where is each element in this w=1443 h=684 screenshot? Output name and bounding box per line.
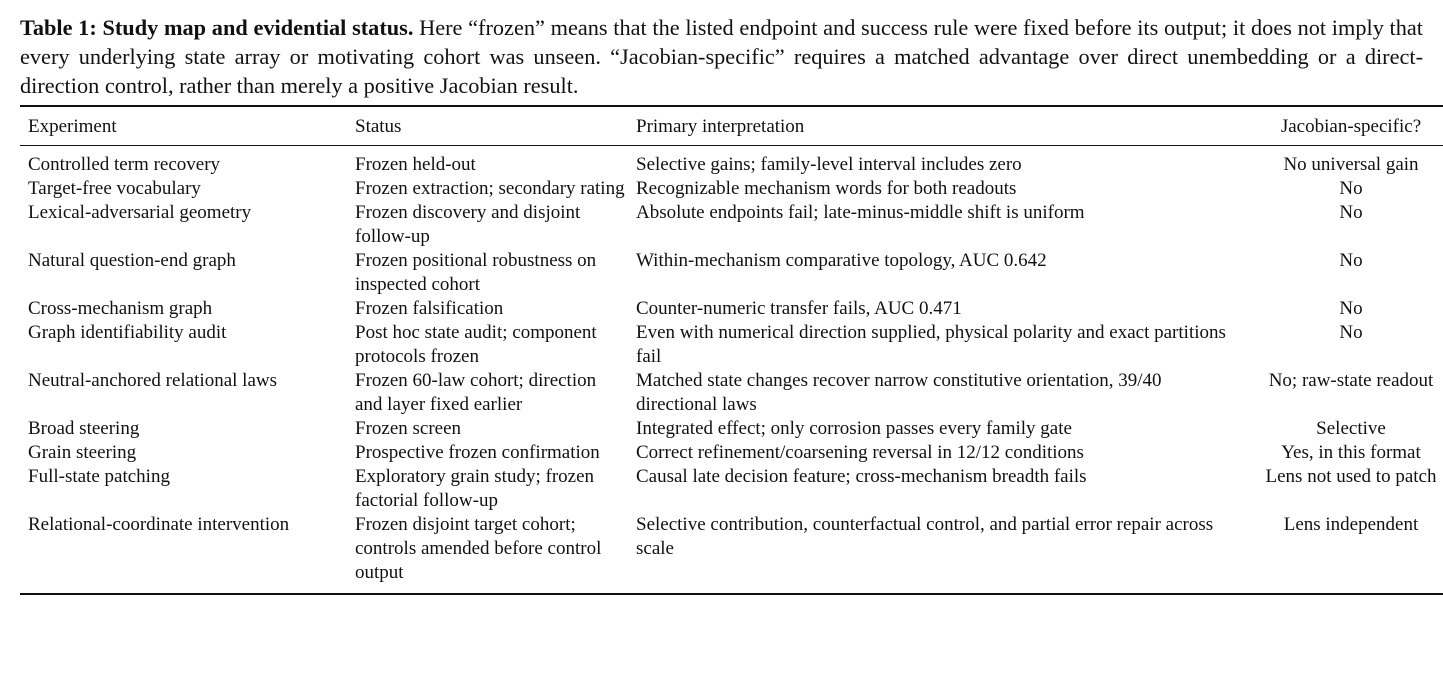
cell-experiment: Broad steering (28, 418, 140, 439)
cell-experiment: Full-state patching (28, 466, 170, 487)
cell-status: Frozen held-out (355, 154, 476, 175)
cell-status: Frozen discovery and disjoint follow-up (355, 202, 581, 247)
cell-jacobian-specific: Yes, in this format (1281, 442, 1421, 463)
table-row (20, 249, 1443, 297)
cell-status: Frozen 60-law cohort; direction and layer fixed earlier (355, 370, 597, 415)
cell-jacobian-specific: No (1339, 178, 1363, 199)
cell-interpretation: Recognizable mechanism words for both readouts (636, 178, 1017, 199)
cell-interpretation: Even with numerical direction supplied, physical polarity and exact partitions fail (636, 322, 1226, 367)
header-status: Status (355, 106, 636, 146)
cell-experiment: Natural question-end graph (28, 250, 236, 271)
table-row (20, 417, 1443, 441)
cell-experiment: Target-free vocabulary (28, 178, 201, 199)
cell-status: Frozen extraction; secondary rating (355, 178, 625, 199)
table-row (20, 441, 1443, 465)
table-row (20, 201, 1443, 249)
table-caption (20, 13, 1423, 100)
caption-text: Here “frozen” means that the listed endpoint and success rule were fixed before its output; it does not imply that every underlying state array or motivating cohort was unseen. “Jacobian-specific” requires a matched advantage over direct unembedding or a direct-direction control, rather than merely a positive Jacobian result. (20, 15, 1423, 98)
cell-experiment: Neutral-anchored relational laws (28, 370, 277, 391)
cell-experiment: Controlled term recovery (28, 154, 221, 175)
cell-jacobian-specific: No (1339, 322, 1363, 343)
header-experiment: Experiment (20, 106, 355, 146)
cell-jacobian-specific: No (1339, 202, 1363, 223)
cell-interpretation: Within-mechanism comparative topology, AUC 0.642 (636, 250, 1047, 271)
table-row (20, 513, 1443, 594)
table-row (20, 146, 1443, 178)
cell-jacobian-specific: No; raw-state readout (1268, 370, 1434, 391)
cell-experiment: Grain steering (28, 442, 137, 463)
header-jacobian-specific: Jacobian-specific? (1256, 106, 1443, 146)
cell-jacobian-specific: Selective (1316, 418, 1386, 439)
table-row (20, 369, 1443, 417)
cell-interpretation: Matched state changes recover narrow constitutive orientation, 39/40 directional laws (636, 370, 1162, 415)
cell-interpretation: Counter-numeric transfer fails, AUC 0.471 (636, 298, 962, 319)
cell-interpretation: Absolute endpoints fail; late-minus-middle shift is uniform (636, 202, 1085, 223)
header-primary-interpretation: Primary interpretation (636, 106, 1256, 146)
cell-jacobian-specific: No universal gain (1283, 154, 1419, 175)
cell-experiment: Graph identifiability audit (28, 322, 227, 343)
cell-status: Frozen screen (355, 418, 462, 439)
cell-jacobian-specific: No (1339, 298, 1363, 319)
caption-label: Table 1: Study map and evidential status. (20, 15, 414, 40)
table-row (20, 177, 1443, 201)
cell-interpretation: Causal late decision feature; cross-mechanism breadth fails (636, 466, 1087, 487)
cell-experiment: Cross-mechanism graph (28, 298, 213, 319)
cell-interpretation: Selective gains; family-level interval includes zero (636, 154, 1022, 175)
cell-jacobian-specific: Lens independent (1283, 514, 1419, 535)
table-row (20, 321, 1443, 369)
cell-status: Frozen falsification (355, 298, 504, 319)
cell-status: Exploratory grain study; frozen factorial follow-up (355, 466, 595, 511)
cell-interpretation: Correct refinement/coarsening reversal in 12/12 conditions (636, 442, 1084, 463)
cell-jacobian-specific: No (1339, 250, 1363, 271)
study-map-table (20, 105, 1443, 595)
cell-interpretation: Selective contribution, counterfactual control, and partial error repair across scale (636, 514, 1214, 559)
cell-status: Prospective frozen confirmation (355, 442, 600, 463)
header-row (20, 106, 1443, 146)
cell-jacobian-specific: Lens not used to patch (1265, 466, 1437, 487)
table-row (20, 297, 1443, 321)
table-row (20, 465, 1443, 513)
table-figure (20, 13, 1437, 595)
cell-interpretation: Integrated effect; only corrosion passes every family gate (636, 418, 1072, 439)
cell-experiment: Lexical-adversarial geometry (28, 202, 252, 223)
cell-status: Frozen positional robustness on inspected cohort (355, 250, 597, 295)
cell-experiment: Relational-coordinate intervention (28, 514, 290, 535)
cell-status: Frozen disjoint target cohort; controls amended before control output (355, 514, 602, 583)
cell-status: Post hoc state audit; component protocols frozen (355, 322, 597, 367)
